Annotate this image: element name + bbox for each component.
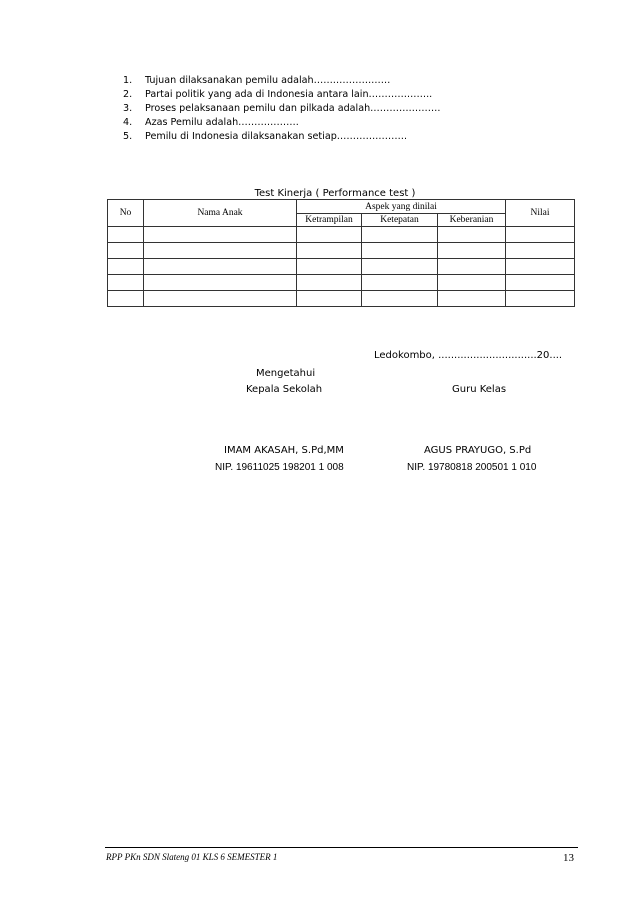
- table-row: [108, 275, 575, 291]
- place-date: Ledokombo, ...............................20....: [374, 350, 563, 361]
- table-cell[interactable]: [108, 275, 144, 291]
- table-row: [108, 291, 575, 307]
- question-number: 5.: [123, 131, 133, 142]
- table-row: [108, 243, 575, 259]
- table-cell[interactable]: [144, 275, 297, 291]
- header-no: No: [108, 200, 144, 227]
- question-item: [108, 130, 440, 144]
- performance-table: [107, 199, 575, 307]
- question-item: [108, 102, 440, 116]
- table-cell[interactable]: [297, 291, 362, 307]
- kepala-sekolah-name: IMAM AKASAH, S.Pd,MM: [224, 445, 344, 456]
- header-nilai: Nilai: [506, 200, 575, 227]
- header-nama-anak: Nama Anak: [144, 200, 297, 227]
- table-row: [108, 227, 575, 243]
- table-cell[interactable]: [438, 243, 506, 259]
- table-cell[interactable]: [108, 227, 144, 243]
- table-cell[interactable]: [108, 259, 144, 275]
- table-cell[interactable]: [362, 243, 438, 259]
- table-cell[interactable]: [297, 259, 362, 275]
- question-text: Partai politik yang ada di Indonesia antara lain………………..: [145, 89, 433, 100]
- question-text: Azas Pemilu adalah……………….: [145, 117, 299, 128]
- question-item: [108, 74, 440, 88]
- question-text: Tujuan dilaksanakan pemilu adalah……………………: [145, 75, 391, 86]
- header-ketrampilan: Ketrampilan: [297, 214, 362, 227]
- question-text: Pemilu di Indonesia dilaksanakan setiap………………….: [145, 131, 407, 142]
- kepala-sekolah-nip: NIP. 19611025 198201 1 008: [215, 462, 344, 473]
- guru-kelas-name: AGUS PRAYUGO, S.Pd: [424, 445, 532, 456]
- question-list: [108, 74, 440, 144]
- table-cell[interactable]: [297, 227, 362, 243]
- header-keberanian: Keberanian: [438, 214, 506, 227]
- table-title: [0, 188, 638, 199]
- table-cell[interactable]: [144, 227, 297, 243]
- table-cell[interactable]: [362, 291, 438, 307]
- footer-document-label: RPP PKn SDN Slateng 01 KLS 6 SEMESTER 1: [106, 852, 278, 862]
- table-cell[interactable]: [438, 227, 506, 243]
- question-number: 1.: [123, 75, 133, 86]
- table-header-row: [108, 200, 575, 214]
- table-cell[interactable]: [297, 243, 362, 259]
- table-cell[interactable]: [108, 291, 144, 307]
- table-cell[interactable]: [297, 275, 362, 291]
- table-cell[interactable]: [144, 291, 297, 307]
- question-item: [108, 88, 440, 102]
- table-cell[interactable]: [438, 291, 506, 307]
- page-number: 13: [563, 852, 574, 864]
- question-number: 2.: [123, 89, 133, 100]
- question-text: Proses pelaksanaan pemilu dan pilkada adalah………………….: [145, 103, 441, 114]
- guru-kelas-title: Guru Kelas: [452, 384, 507, 395]
- question-item: [108, 116, 440, 130]
- question-number: 4.: [123, 117, 133, 128]
- table-cell[interactable]: [144, 243, 297, 259]
- header-aspek: Aspek yang dinilai: [297, 200, 506, 214]
- table-cell[interactable]: [506, 275, 575, 291]
- table-row: [108, 259, 575, 275]
- table-cell[interactable]: [506, 291, 575, 307]
- table-cell[interactable]: [144, 259, 297, 275]
- table-cell[interactable]: [506, 243, 575, 259]
- question-number: 3.: [123, 103, 133, 114]
- table-cell[interactable]: [362, 275, 438, 291]
- table-cell[interactable]: [362, 259, 438, 275]
- table-cell[interactable]: [506, 259, 575, 275]
- table-cell[interactable]: [438, 275, 506, 291]
- header-ketepatan: Ketepatan: [362, 214, 438, 227]
- table-cell[interactable]: [506, 227, 575, 243]
- table-title-text: Test Kinerja ( Performance test ): [254, 188, 416, 199]
- table-cell[interactable]: [362, 227, 438, 243]
- footer-divider: [105, 847, 578, 848]
- table-cell[interactable]: [108, 243, 144, 259]
- mengetahui-label: Mengetahui: [256, 368, 316, 379]
- kepala-sekolah-title: Kepala Sekolah: [246, 384, 323, 395]
- table-cell[interactable]: [438, 259, 506, 275]
- guru-kelas-nip: NIP. 19780818 200501 1 010: [407, 462, 537, 473]
